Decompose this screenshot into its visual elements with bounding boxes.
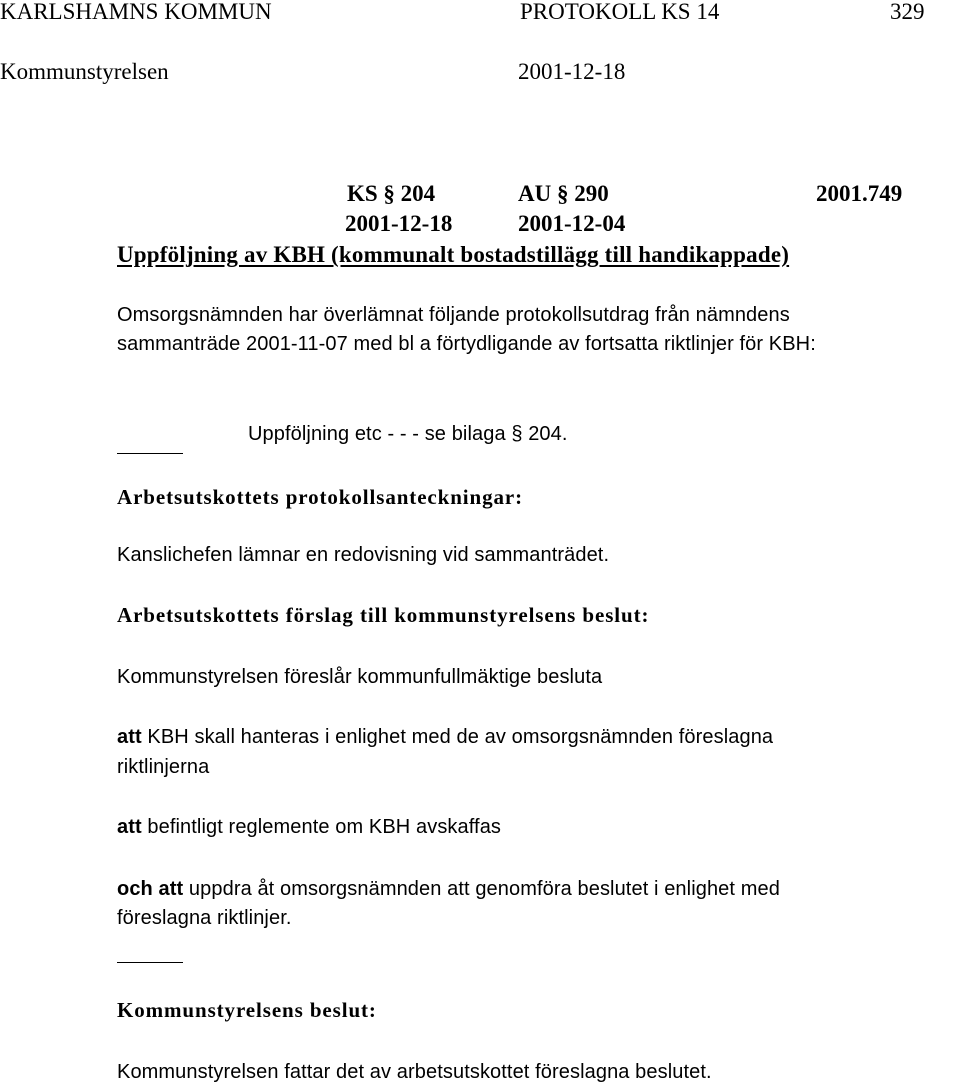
proposal-heading: Arbetsutskottets förslag till kommunstyrelsens beslut:: [117, 603, 650, 627]
notes-heading: Arbetsutskottets protokollsanteckningar:: [117, 485, 524, 509]
case-title: Uppföljning av KBH (kommunalt bostadstillägg till handikappade): [117, 242, 790, 267]
separator-line-2: [117, 962, 183, 963]
au-date: 2001-12-04: [518, 211, 626, 236]
intro-line-2: sammanträde 2001-11-07 med bl a förtydligande av fortsatta riktlinjer för KBH:: [117, 333, 816, 355]
separator-line: [117, 453, 183, 454]
proposal-intro: Kommunstyrelsen föreslår kommunfullmäktige besluta: [117, 666, 603, 688]
proposal-item-1-cont: riktlinjerna: [117, 756, 210, 778]
meeting-date: 2001-12-18: [518, 59, 626, 84]
proposal-item-1: [117, 727, 773, 747]
proposal-item-2: [117, 817, 501, 837]
item-2-text: befintligt reglemente om KBH avskaffas: [141, 816, 502, 838]
item-3-text: uppdra åt omsorgsnämnden att genomföra beslutet i enlighet med: [183, 878, 780, 900]
case-number: 2001.749: [816, 181, 903, 206]
proposal-item-3-cont: föreslagna riktlinjer.: [117, 907, 292, 929]
decision-text: Kommunstyrelsen fattar det av arbetsutskottet föreslagna beslutet.: [117, 1061, 712, 1083]
body-name: Kommunstyrelsen: [0, 59, 169, 84]
item-2-keyword: att: [117, 816, 142, 838]
intro-quote: Uppföljning etc - - - se bilaga § 204.: [248, 423, 568, 445]
proposal-item-3: [117, 879, 780, 899]
notes-text: Kanslichefen lämnar en redovisning vid sammanträdet.: [117, 544, 610, 566]
item-1-keyword: att: [117, 726, 142, 748]
page-number: 329: [890, 0, 925, 24]
intro-line-1: Omsorgsnämnden har överlämnat följande protokollsutdrag från nämndens: [117, 304, 790, 326]
protocol-label: PROTOKOLL KS 14: [520, 0, 720, 24]
ks-date: 2001-12-18: [345, 211, 453, 236]
org-name: KARLSHAMNS KOMMUN: [0, 0, 272, 24]
item-1-text: KBH skall hanteras i enlighet med de av omsorgsnämnden föreslagna: [141, 726, 774, 748]
ks-paragraph: KS § 204: [347, 181, 436, 206]
item-3-keyword: och att: [117, 878, 184, 900]
decision-heading: Kommunstyrelsens beslut:: [117, 998, 377, 1022]
au-paragraph: AU § 290: [518, 181, 609, 206]
